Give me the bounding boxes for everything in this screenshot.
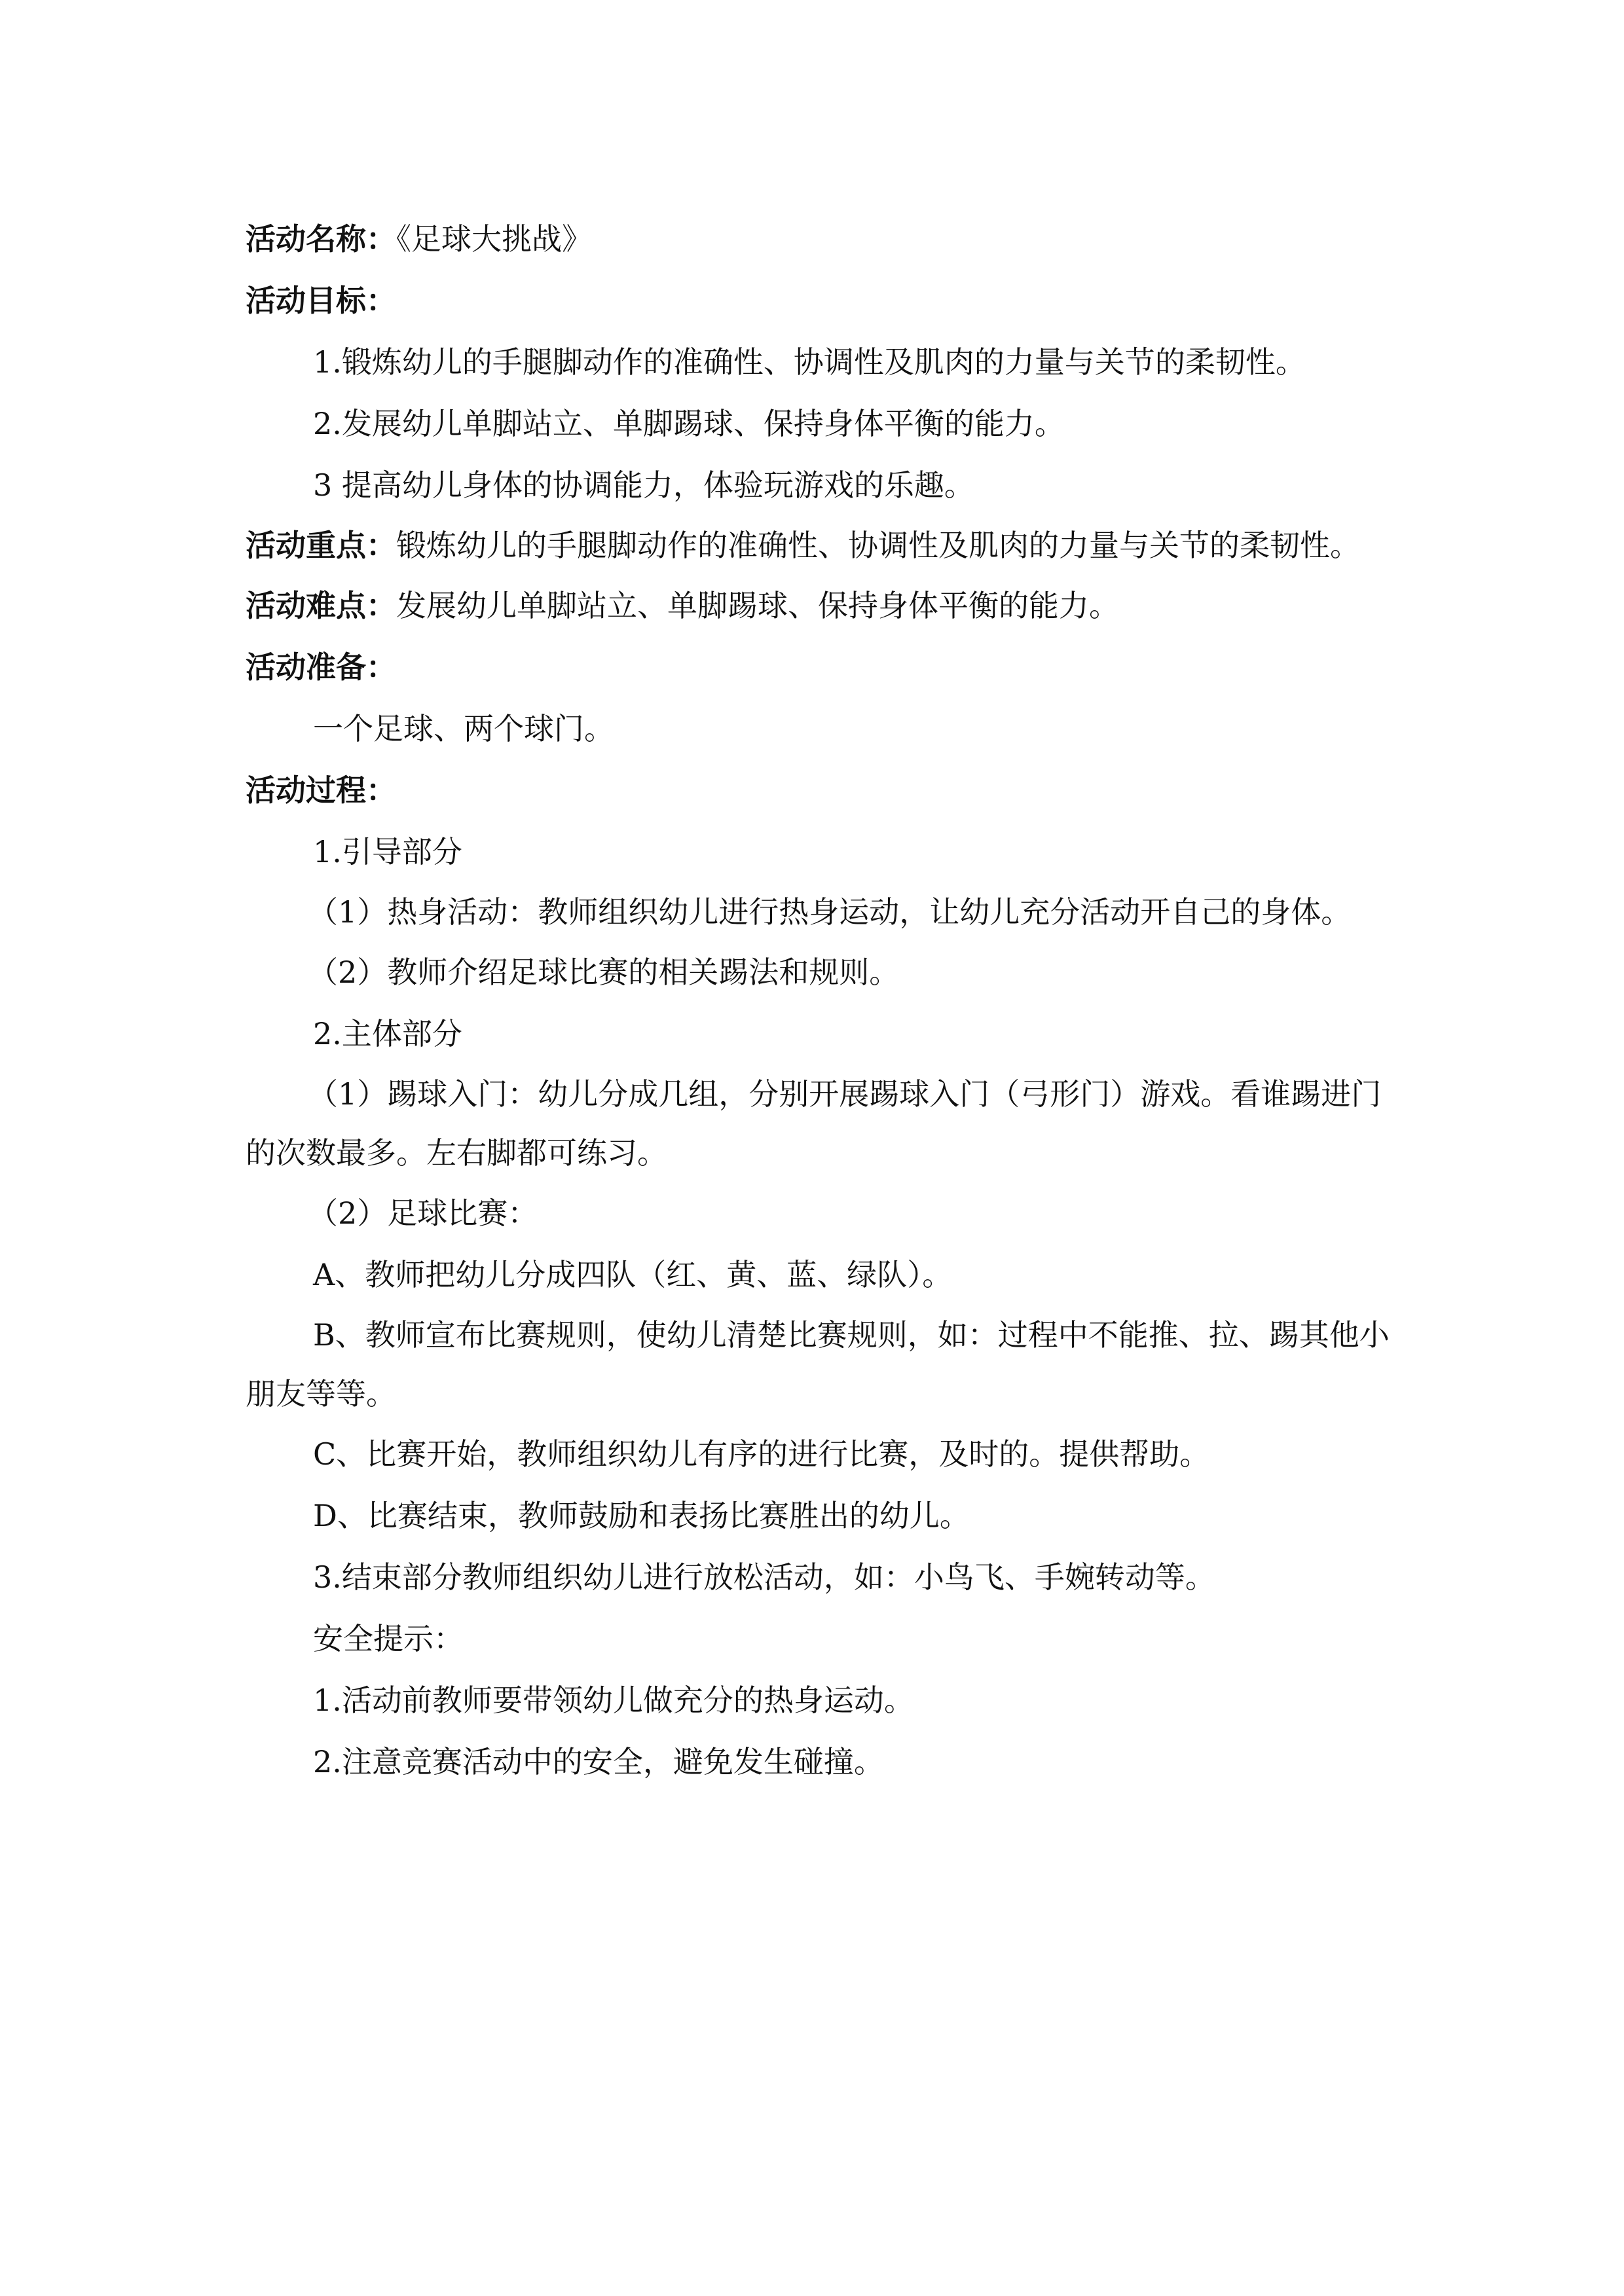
process-part1-item2: （2）教师介绍足球比赛的相关踢法和规则。	[308, 955, 900, 990]
activity-focus-label: 活动重点：	[246, 528, 396, 563]
process-part2-item2: （2）足球比赛：	[308, 1195, 538, 1231]
document-page	[246, 208, 1398, 1793]
activity-prep-label: 活动准备：	[246, 649, 396, 685]
activity-focus-text: 锻炼幼儿的手腿脚动作的准确性、协调性及肌肉的力量与关节的柔韧性。	[396, 528, 1360, 563]
activity-goal-label: 活动目标：	[246, 283, 396, 318]
process-step-b	[246, 1305, 1398, 1423]
process-part1-item1	[246, 883, 1398, 941]
safety-item-2: 2.注意竞赛活动中的安全，避免发生碰撞。	[313, 1744, 884, 1779]
activity-difficulty-line	[246, 575, 1398, 636]
goal-item-1: 1.锻炼幼儿的手腿脚动作的准确性、协调性及肌肉的力量与关节的柔韧性。	[313, 344, 1306, 380]
activity-goal-heading	[246, 270, 1398, 331]
activity-prep-text: 一个足球、两个球门。	[313, 711, 614, 746]
goal-item-2: 2.发展幼儿单脚站立、单脚踢球、保持身体平衡的能力。	[313, 406, 1065, 441]
activity-name-label: 活动名称：	[246, 221, 396, 257]
activity-difficulty-label: 活动难点：	[246, 588, 396, 623]
safety-item-1: 1.活动前教师要带领幼儿做充分的热身运动。	[313, 1683, 914, 1718]
process-step-a: A、教师把幼儿分成四队（红、黄、蓝、绿队）。	[313, 1257, 953, 1292]
activity-focus-paragraph	[246, 516, 1398, 575]
activity-name-line	[246, 208, 1398, 270]
safety-title: 安全提示：	[313, 1621, 464, 1656]
process-part2-title: 2.主体部分	[313, 1016, 462, 1051]
process-part1-title: 1.引导部分	[313, 834, 462, 869]
goal-item-3: 3 提高幼儿身体的协调能力，体验玩游戏的乐趣。	[313, 467, 974, 503]
activity-name-value: 《足球大挑战》	[396, 221, 592, 257]
process-step-b-text: B、教师宣布比赛规则，使幼儿清楚比赛规则，如：过程中不能推、拉、踢其他小朋友等等。	[246, 1317, 1390, 1412]
process-step-d: D、比赛结束，教师鼓励和表扬比赛胜出的幼儿。	[313, 1498, 970, 1533]
process-part3: 3.结束部分教师组织幼儿进行放松活动，如：小鸟飞、手婉转动等。	[313, 1559, 1215, 1595]
activity-difficulty-text: 发展幼儿单脚站立、单脚踢球、保持身体平衡的能力。	[396, 588, 1119, 623]
activity-process-label: 活动过程：	[246, 773, 396, 808]
process-step-c: C、比赛开始，教师组织幼儿有序的进行比赛，及时的。提供帮助。	[313, 1436, 1210, 1472]
activity-prep-heading	[246, 636, 1398, 698]
activity-process-heading	[246, 759, 1398, 821]
process-part2-item1	[246, 1065, 1398, 1182]
process-part1-item1-text: （1）热身活动：教师组织幼儿进行热身运动，让幼儿充分活动开自己的身体。	[308, 894, 1352, 930]
process-part2-item1-text: （1）踢球入门：幼儿分成几组，分别开展踢球入门（弓形门）游戏。看谁踢进门的次数最多。左右脚都可练习。	[246, 1076, 1382, 1171]
